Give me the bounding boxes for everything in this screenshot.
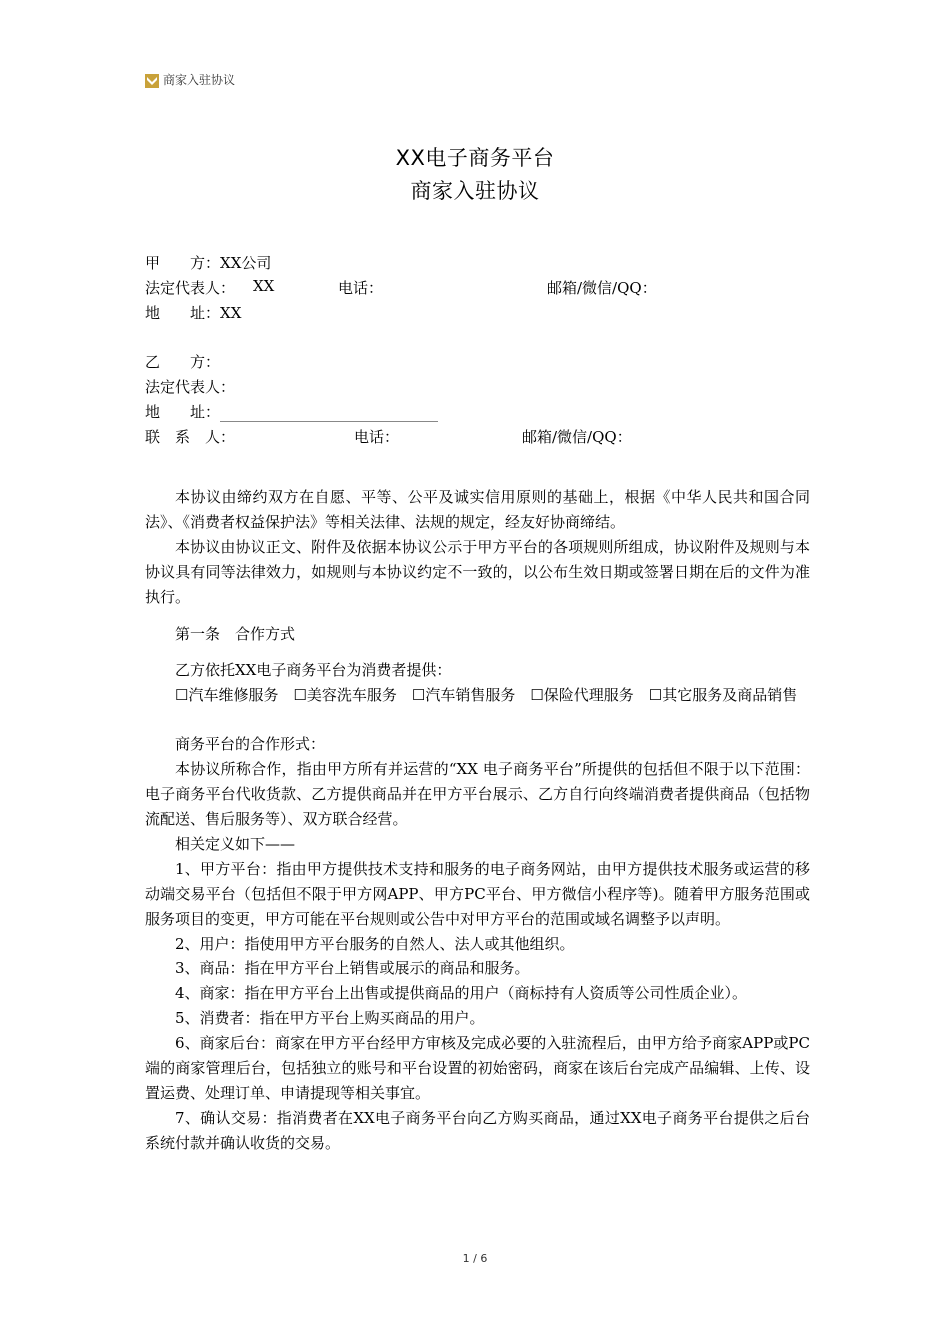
party-a-addr-value: XX xyxy=(220,304,242,322)
page-number: 1 / 6 xyxy=(462,1252,488,1265)
doc-title-line1: XX电子商务平台 xyxy=(395,146,555,170)
party-a-rep-value: XX xyxy=(253,277,275,295)
party-b-addr-row xyxy=(145,401,438,422)
agreement-body xyxy=(145,485,810,1156)
definition-3: 3、商品：指在甲方平台上销售或展示的商品和服务。 xyxy=(175,959,530,978)
party-a-value: XX公司 xyxy=(220,254,272,272)
definition-6: 6、商家后台：商家在甲方平台经甲方审核及完成必要的入驻流程后，由甲方给予商家APP或PC端的商家管理后台，包括独立的账号和平台设置的初始密码，商家在该后台完成产品编辑、上传、设置运费、处理订单、申请提现等相关事宜。 xyxy=(145,1034,810,1102)
party-a-addr-label: 地 址： xyxy=(145,304,221,322)
definition-7: 7、确认交易：指消费者在XX电子商务平台向乙方购买商品，通过XX电子商务平台提供之后台系统付款并确认收货的交易。 xyxy=(145,1108,810,1152)
definition-4: 4、商家：指在甲方平台上出售或提供商品的用户（商标持有人资质等公司性质企业）。 xyxy=(175,984,748,1003)
doc-title-line2: 商家入驻协议 xyxy=(410,179,540,203)
party-b-addr-field[interactable] xyxy=(220,405,438,422)
party-a-rep-label: 法定代表人： xyxy=(145,279,236,297)
definition-5: 5、消费者：指在甲方平台上购买商品的用户。 xyxy=(175,1009,485,1028)
definitions-intro: 相关定义如下—— xyxy=(175,834,296,853)
definition-1: 1、甲方平台：指由甲方提供技术支持和服务的电子商务网站，由甲方提供技术服务或运营的移动端交易平台（包括但不限于甲方网APP、甲方PC平台、甲方微信小程序等)。随着甲方服务范围或服务项目的变更，甲方可能在平台规则或公告中对甲方平台的范围或域名调整予以声明。 xyxy=(145,859,810,928)
intro-paragraph-2: 本协议由协议正文、附件及依据本协议公示于甲方平台的各项规则所组成，协议附件及规则与本协议具有同等法律效力，如规则与本协议约定不一致的，以公布生效日期或签署日期在后的文件为准执行。 xyxy=(145,537,810,606)
party-b-email-label: 邮箱/微信/QQ： xyxy=(522,428,632,446)
coop-form-heading: 商务平台的合作形式： xyxy=(175,735,326,754)
logo-icon xyxy=(145,73,159,87)
intro-paragraph-1: 本协议由缔约双方在自愿、平等、公平及诚实信用原则的基础上，根据《中华人民共和国合同法》、《消费者权益保护法》等相关法律、法规的规定，经友好协商缔结。 xyxy=(145,488,810,531)
page-header xyxy=(145,71,235,88)
services-intro: 乙方依托XX电子商务平台为消费者提供： xyxy=(175,661,452,680)
party-a-row xyxy=(145,252,271,273)
party-b-label: 乙 方： xyxy=(145,353,221,371)
services-checkboxes[interactable]: ☐汽车维修服务 ☐美容洗车服务 ☐汽车销售服务 ☐保险代理服务 ☐其它服务及商品销售 xyxy=(175,686,798,705)
party-a-addr-row xyxy=(145,302,241,323)
header-title: 商家入驻协议 xyxy=(163,73,236,87)
definition-2: 2、用户：指使用甲方平台服务的自然人、法人或其他组织。 xyxy=(175,934,575,953)
party-b-phone-label: 电话： xyxy=(354,428,400,446)
party-b-contact-label: 联 系 人： xyxy=(145,428,236,446)
coop-description: 本协议所称合作，指由甲方所有并运营的“XX 电子商务平台”所提供的包括但不限于以下范围：电子商务平台代收货款、乙方提供商品并在甲方平台展示、乙方自行向终端消费者提供商品（包括物流配送、售后服务等）、双方联合经营。 xyxy=(145,760,810,828)
party-b-rep-label: 法定代表人： xyxy=(145,378,236,396)
party-a-label: 甲 方： xyxy=(145,254,221,272)
party-a-email-label: 邮箱/微信/QQ： xyxy=(547,279,657,297)
article-1-heading: 第一条 合作方式 xyxy=(175,624,296,643)
party-a-phone-label: 电话： xyxy=(338,279,384,297)
party-b-addr-label: 地 址： xyxy=(145,403,221,421)
